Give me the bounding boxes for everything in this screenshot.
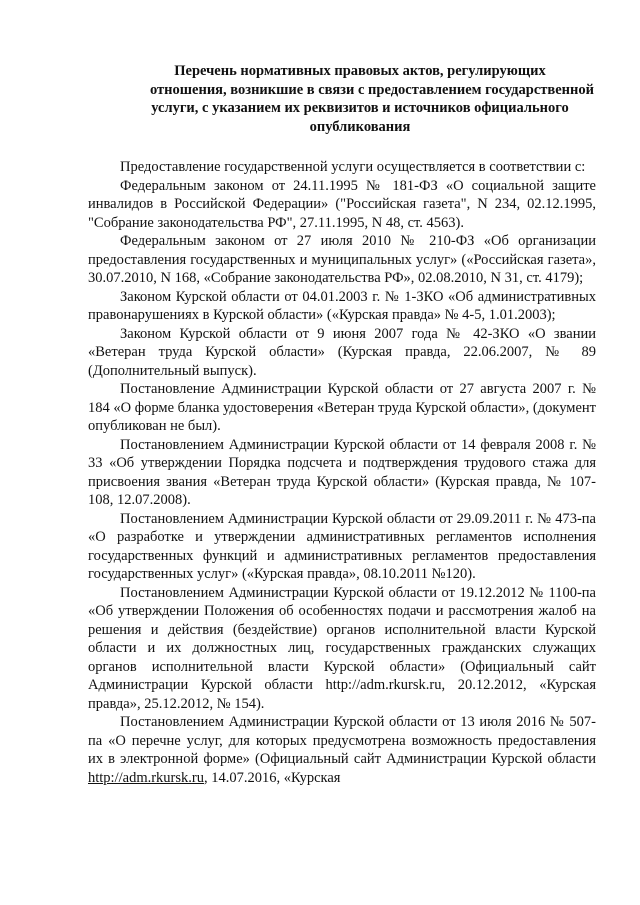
resolution-paragraph: Постановление Администрации Курской области от 27 августа 2007 г. № 184 «О форме бланка удостоверения «Ветеран труда Курской области», (документ опубликован не был).: [88, 381, 596, 434]
paragraph-text: , 14.07.2016, «Курская: [204, 769, 341, 786]
paragraph-text: Постановлением Администрации Курской области от 13 июля 2016 № 507-па «О перечне услуг, для которых предусмотрена возможность предоставления их в электронной форме» (Официальный сайт Администрации Курской области: [88, 714, 596, 767]
law-paragraph: Федеральным законом от 27 июля 2010 № 210-ФЗ «Об организации предоставления государственных и муниципальных услуг» («Российская газета», 30.07.2010, N 168, «Собрание законодательства РФ», 02.08.2010, N 31, ст. 4179);: [88, 233, 596, 286]
law-paragraph: Федеральным законом от 24.11.1995 № 181-ФЗ «О социальной защите инвалидов в Российской Федерации» ("Российская газета", N 234, 02.12.1995, "Собрание законодательства РФ", 27.11.1995, N 48, ст. 4563).: [88, 177, 596, 231]
law-paragraph: Законом Курской области от 04.01.2003 г. № 1-ЗКО «Об административных правонарушениях в Курской области» («Курская правда» № 4-5, 1.01.2003);: [88, 288, 596, 323]
document-body: [88, 158, 596, 787]
intro-paragraph: Предоставление государственной услуги осуществляется в соответствии с:: [120, 159, 586, 175]
title-line: опубликования: [309, 118, 411, 135]
title-line: Перечень нормативных правовых актов, регулирующих: [174, 63, 546, 79]
resolution-paragraph-last: [88, 713, 596, 787]
law-paragraph: Законом Курской области от 9 июня 2007 года № 42-ЗКО «О звании «Ветеран труда Курской области» (Курская правда, 22.06.2007, № 89 (Дополнительный выпуск).: [88, 325, 596, 379]
resolution-paragraph: Постановлением Администрации Курской области от 14 февраля 2008 г. № 33 «Об утверждении Порядка подсчета и подтверждения трудового стажа для присвоения звания «Ветеран труда Курской области» (Курская правда, № 107-108, 12.07.2008).: [88, 436, 596, 508]
website-link[interactable]: http://adm.rkursk.ru: [88, 769, 204, 786]
document-title: [150, 62, 594, 136]
title-line: отношения, возникшие в связи с предоставлением государственной: [150, 81, 594, 98]
resolution-paragraph: Постановлением Администрации Курской области от 19.12.2012 № 1100-па «Об утверждении Положения об особенностях подачи и рассмотрения жалоб на решения и действия (бездействие) органов исполнительной власти Курской области и их должностных лиц, государственных гражданских служащих органов исполнительной власти Курской области» (Официальный сайт Администрации Курской области http://adm.rkursk.ru, 20.12.2012, «Курская правда», 25.12.2012, № 154).: [88, 584, 596, 712]
title-line: услуги, с указанием их реквизитов и источников официального: [151, 100, 569, 116]
resolution-paragraph: Постановлением Администрации Курской области от 29.09.2011 г. № 473-па «О разработке и утверждении административных регламентов исполнения государственных функций и административных регламентов предоставления государственных услуг» («Курская правда», 08.10.2011 №120).: [88, 510, 596, 582]
